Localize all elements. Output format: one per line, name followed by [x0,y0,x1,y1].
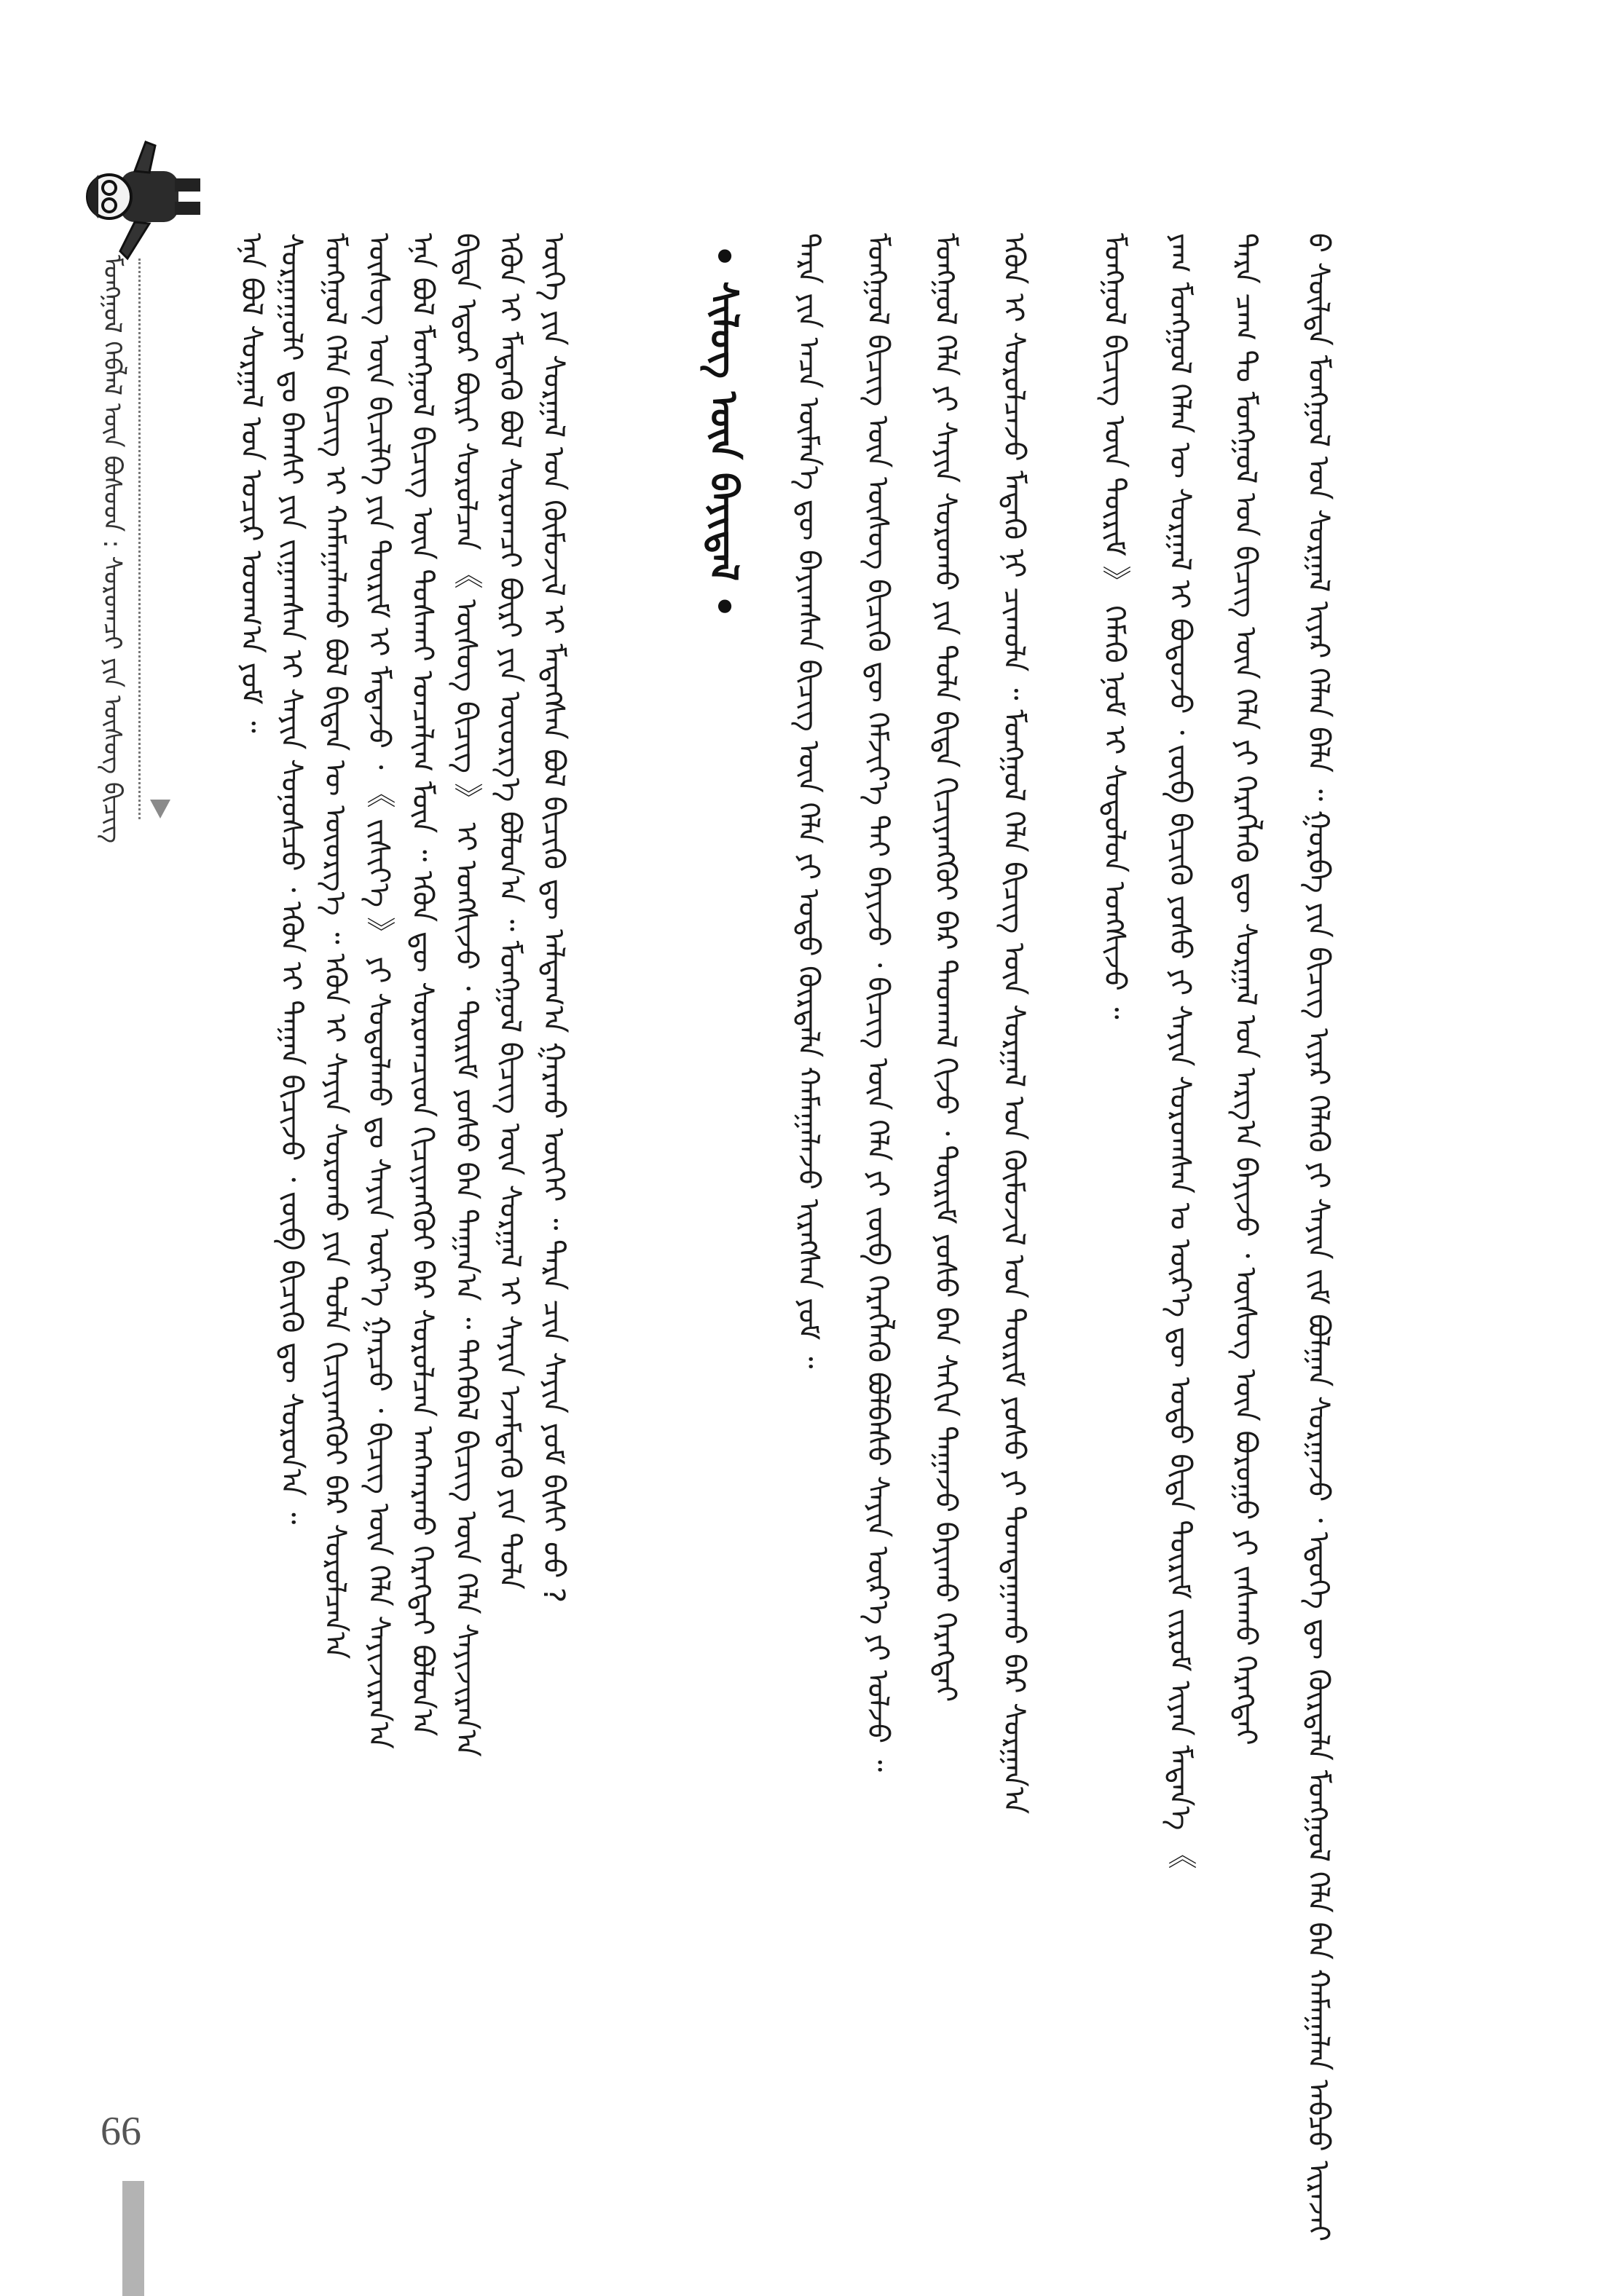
header-dotted-rule [138,259,141,819]
text-column: ᠲᠡᠷᠡ ᠶᠢᠨ ᠠᠴᠠ ᠦᠮᠡᠨ᠎ᠡ ᠳᠦ ᠪᠠᠶᠢᠭᠰᠠᠨ ᠪᠢᠴᠢᠭ ᠦᠨ ᠬᠡᠯᠡ ᠶᠢ ᠣᠳᠣ ᠬᠦᠷᠲᠡᠯᠡ ᠬᠠᠮᠠᠭᠠᠯᠠᠵᠤ ᠢᠷᠡᠭᠰᠡᠨ ᠶᠤᠮ ᠃ [792,233,825,1369]
text-column: ᠮᠣᠩᠭᠣᠯ ᠬᠡᠯᠡ ᠶᠢ ᠰᠠᠶᠢᠨ ᠰᠤᠷᠤᠬᠤ ᠶᠢᠨ ᠲᠤᠯᠠ ᠪᠢᠳᠡ ᠬᠢᠴᠢᠶᠡᠩᠭᠦᠢ ᠪᠠᠷ ᠳᠠᠳᠬᠠᠯ ᠬᠢᠵᠤ ᠂ ᠳᠦᠷᠢᠮ ᠶᠣᠰᠤ ᠪᠠᠨ ᠰᠠᠬᠢᠨ ᠳᠠᠭᠠᠵᠤ ᠪᠠᠶᠢᠬᠤ ᠬᠡᠷᠡᠭᠲᠡᠶ [929,233,962,1703]
text-column: ᠮᠣᠩᠭᠣᠯ ᠪᠢᠴᠢᠭ ᠦᠨ ᠦᠰᠦᠭ ᠪᠢᠴᠢᠬᠦ ᠳᠦ ᠬᠡᠮᠵᠢᠶ᠎ᠡ ᠲᠠᠢ ᠪᠠᠶᠢᠵᠤ ᠂ ᠪᠢᠴᠢᠭ ᠦᠨ ᠬᠡᠯᠡ ᠶᠢ ᠵᠦᠪ ᠬᠡᠷᠡᠭᠯᠡᠬᠦ ᠪᠣᠯᠪᠠᠰᠤ ᠰᠠᠶᠢᠨ ᠦᠷ᠎ᠡ ᠶᠢ ᠣᠯᠵᠤ ᠃ [861,233,894,1772]
header-triangle-marker [150,800,170,818]
page-edge-tab [122,2181,144,2296]
text-column: ᠡᠭᠦᠨ ᠢ ᠮᠡᠳᠡᠬᠦ ᠪᠣᠯ ᠰᠤᠷᠤᠭᠴᠢ ᠪᠦᠷᠢ ᠶᠢᠨ ᠦᠦᠷᠭ᠎ᠡ ᠪᠣᠯᠤᠨ᠎ᠠ ᠃ ᠮᠣᠩᠭᠣᠯ ᠪᠢᠴᠢᠭ ᠦᠨ ᠰᠤᠷᠭᠠᠯ ᠢ ᠰᠠᠶᠢᠨ ᠡᠵᠡᠮᠳᠡᠬᠦ ᠶᠢᠨ ᠲᠤᠯᠠ [493,233,527,1590]
text-column: ᠮᠣᠩᠭᠣᠯ ᠪᠢᠴᠢᠭ ᠦᠨ ᠳᠦᠷᠢᠮ 》 ᠬᠡᠮᠡᠬᠦ ᠨᠣᠮ ᠢ ᠰᠤᠳᠤᠯᠤᠨ ᠤᠩᠰᠢᠵᠤ ᠃ [1098,233,1131,1019]
text-column: ᠮᠣᠩᠭᠣᠯ ᠬᠡᠯᠡ ᠪᠢᠴᠢᠭ ᠢ ᠬᠠᠮᠠᠭᠠᠯᠠᠬᠤ ᠪᠣᠯ ᠪᠢᠳᠡᠨ ᠦ ᠦᠦᠷᠭ᠎ᠡ ᠃ ᠡᠭᠦᠨ ᠢ ᠰᠠᠶᠢᠨ ᠰᠤᠷᠤᠬᠤ ᠶᠢᠨ ᠲᠤᠯᠠ ᠬᠢᠴᠢᠶᠡᠩᠭᠦᠢ ᠪᠠᠷ ᠰᠤᠷᠤᠯᠴᠠᠨ᠎ᠠ [318,233,352,1660]
text-column: ᠰᠤᠷᠭᠠᠭᠤᠯᠢ ᠳᠤ ᠪᠠᠭᠰᠢ ᠶᠢᠨ ᠵᠢᠭᠠᠭᠰᠠᠨ ᠢ ᠰᠠᠶᠢᠨ ᠰᠣᠨᠣᠰᠴᠤ ᠂ ᠡᠭᠦᠨ ᠢ ᠳᠠᠭᠠᠨ ᠪᠢᠴᠢᠵᠦ ᠂ ᠵᠦᠪ ᠪᠢᠴᠢᠬᠦ ᠳᠦ ᠰᠤᠷᠤᠨ᠎ᠠ ᠃ [275,233,308,1525]
text-column: ᠪ ᠰᠦᠯᠳᠡ ᠮᠣᠩᠭᠣᠯ ᠤᠨ ᠰᠤᠷᠭᠠᠯ ᠢᠶᠠᠷ ᠬᠡᠯᠡᠨ ᠪᠡᠯᠡ ᠃ ᠭᠤᠷᠪᠠ ᠶᠢᠨ ᠪᠢᠴᠢᠭ ᠢᠶᠠᠷ ᠬᠡᠯᠡᠬᠦ ᠶᠢ ᠰᠠᠶᠢᠨ ᠵᠢᠮ ᠪᠤᠯᠭᠠᠨ ᠰᠤᠷᠭᠠᠵᠤ ᠂ ᠡᠳᠦᠭᠡ ᠳᠦ ᠬᠦᠷᠲᠡᠯᠡ ᠮᠣᠩᠭᠣᠯ ᠬᠡᠯᠡ ᠪᠡᠨ ᠬᠠᠮᠠᠭᠠᠯᠠᠨ ᠠᠪᠴᠤ ᠢᠷᠡᠵᠡᠢ [1302,233,1335,2242]
text-column: ᠡᠭᠦᠨ ᠢ ᠰᠤᠷᠤᠯᠴᠠᠵᠤ ᠮᠡᠳᠡᠬᠦ ᠨᠢ ᠴᠢᠬᠤᠯᠠ ᠃ ᠮᠣᠩᠭᠣᠯ ᠬᠡᠯᠡ ᠪᠢᠴᠢᠭ ᠦᠨ ᠰᠤᠷᠭᠠᠯ ᠤᠨ ᠬᠦᠮᠦᠵᠢᠯ ᠤᠨ ᠳᠦᠷᠢᠮ ᠶᠣᠰᠤ ᠶᠢ ᠲᠤᠭᠲᠠᠭᠠᠬᠤ ᠪᠡᠷ ᠰᠤᠷᠭᠠᠨ᠎ᠠ [997,233,1031,1815]
text-column: ᠲᠡᠷᠡ ᠴᠠᠭ ᠲᠤ ᠮᠣᠩᠭᠣᠯ ᠤᠨ ᠪᠢᠴᠢᠭ ᠦᠨ ᠬᠡᠯᠡ ᠶᠢ ᠬᠡᠷᠡᠭᠯᠡᠬᠦ ᠳᠦ ᠰᠤᠷᠭᠠᠯ ᠤᠨ ᠠᠷᠭ᠎ᠠ ᠪᠠᠶᠢᠵᠤ ᠂ ᠦᠰᠦᠭ ᠦᠨ ᠪᠤᠷᠤᠭᠤ ᠶᠢ ᠵᠠᠰᠠᠬᠤ ᠬᠡᠷᠡᠭᠲᠡᠶ [1229,233,1262,1745]
section-heading: • ᠰᠢᠯᠦᠭ ᠦᠨ ᠪᠠᠶᠢᠳᠠᠯ • [701,244,745,619]
text-column: ᠪᠢᠳᠡ ᠡᠳᠦᠷ ᠪᠦᠷᠢ ᠰᠤᠷᠤᠯᠴᠠᠨ 《 ᠦᠰᠦᠭ ᠪᠢᠴᠢᠭ 》 ᠢ ᠤᠩᠰᠢᠵᠤ ᠂ ᠳᠦᠷᠢᠮ ᠶᠣᠰᠤ ᠪᠠᠨ ᠳᠠᠭᠠᠨ᠎ᠠ ᠃ ᠲᠡᠭᠡᠪᠡᠯ ᠪᠢᠴᠢᠭ ᠦᠨ ᠬᠡᠯᠡ ᠰᠠᠶᠢᠵᠢᠷᠠᠨ᠎ᠠ [449,233,483,1757]
text-column: ᠡᠨᠡ ᠪᠣᠯ ᠰᠤᠷᠭᠠᠯ ᠤᠨ ᠤᠴᠢᠷ ᠤᠳᠬ᠎ᠠ ᠶᠤᠮ ᠃ [235,233,268,733]
page-number: 66 [101,2109,141,2154]
text-column: ᠦᠰᠦᠭ ᠦᠨ ᠪᠢᠴᠢᠯᠭᠡ ᠶᠢᠨ ᠳᠦᠷᠢᠮ ᠢ ᠮᠡᠳᠡᠵᠦ ᠂ 《 ᠵᠢᠱᠢᠶ᠎ᠡ 》 ᠶᠢ ᠰᠤᠳᠤᠯᠬᠤ ᠳᠤ ᠰᠠᠶᠢᠨ ᠦᠷ᠎ᠡ ᠭᠠᠷᠴᠤ ᠂ ᠪᠢᠴᠢᠭ ᠦᠨ ᠬᠡᠯᠡ ᠰᠠᠶᠢᠵᠢᠷᠠᠨ᠎ᠠ [362,233,396,1749]
text-column: ᠶᠠᠭ ᠮᠣᠩᠭᠣᠯ ᠬᠡᠯᠡᠨ ᠦ ᠰᠤᠷᠭᠠᠯ ᠢ ᠪᠣᠳᠣᠵᠤ ᠂ ᠵᠦᠪ ᠪᠢᠴᠢᠬᠦ ᠶᠣᠰᠤ ᠶᠢ ᠰᠠᠶᠢᠨ ᠰᠤᠷᠤᠭᠰᠠᠨ ᠤ ᠦᠷ᠎ᠡ ᠳᠦ ᠣᠳᠣ ᠪᠢᠳᠡ ᠳᠦᠷᠢᠮ ᠵᠢᠷᠤᠮ ᠢᠶᠠᠨ ᠮᠡᠳᠡᠨ᠎ᠡ 《 [1163,233,1197,1870]
flying-boy-mascot-illustration [58,131,226,262]
text-column: ᠦᠭᠡ ᠶᠢᠨ ᠰᠤᠷᠭᠠᠯ ᠤᠨ ᠬᠦᠮᠦᠵᠢᠯ ᠢ ᠮᠡᠳᠡᠭᠰᠡᠨ ᠪᠣᠯ ᠪᠢᠴᠢᠬᠦ ᠳᠦ ᠠᠯᠳᠠᠭ᠎ᠠ ᠭᠠᠷᠬᠤ ᠦᠭᠡᠢ ᠃ ᠲᠡᠷᠡ ᠴᠢᠨ ᠰᠠᠶᠢᠨ ᠶᠤᠮ ᠪᠢᠰᠢ ᠤᠤ ? [537,233,570,1603]
running-header: ᠮᠣᠩᠭᠣᠯ ᠬᠡᠪᠯᠡᠯ ᠦᠨ ᠪᠤᠰᠤᠳ : ᠰᠤᠷᠤᠭᠴᠢ ᠶᠢᠨ ᠦᠰᠦᠭ ᠪᠢᠴᠢᠭ [98,255,127,844]
text-column: ᠡᠨᠡ ᠪᠣᠯ ᠮᠣᠩᠭᠣᠯ ᠪᠢᠴᠢᠭ ᠦᠨ ᠲᠤᠰᠭᠠᠢ ᠤᠨᠴᠠᠯᠢᠭ ᠮᠥᠨ ᠃ ᠡᠭᠦᠨ ᠳᠦ ᠰᠤᠷᠤᠭᠴᠢᠳ ᠬᠢᠴᠢᠶᠡᠩᠭᠦᠢ ᠪᠠᠷ ᠰᠤᠷᠤᠯᠴᠠᠨ ᠠᠩᠬᠠᠷᠬᠤ ᠬᠡᠷᠡᠭᠲᠡᠶ ᠪᠣᠯᠤᠨ᠎ᠠ [406,233,439,1737]
